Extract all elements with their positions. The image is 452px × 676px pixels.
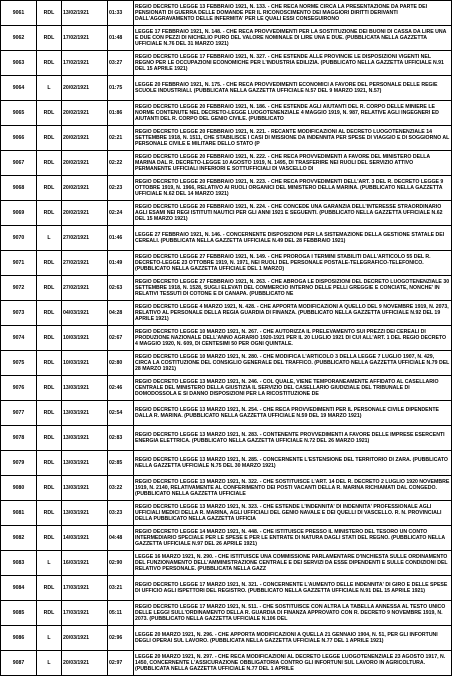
record-page: 02:54 [108, 401, 134, 426]
table-row [1, 551, 452, 576]
table-row [1, 426, 452, 451]
record-description: REGIO DECRETO LEGGE 10 MARZO 1921, N. 280. - CHE MODIFICA L'ARTICOLO 3 DELLA LEGGE 7 LUGLIO 1907, N. 429, CIRCA LA COSTITUZIONE DEL CONSIGLIO GENERALE DEL TRAFFICO. (PUBBLICATO NELLA GAZZETTA UFFICIALE N.79 DEL 28 MARZO 1921) [134, 351, 452, 376]
record-date: 13/02/1921 [62, 1, 108, 26]
record-number: 9071 [1, 251, 37, 276]
record-description: REGIO DECRETO LEGGE 20 FEBBRAIO 1921, N. 222. - CHE RECA PROVVEDIMENTI A FAVORE DEL MINISTERO DELLA MARINA DAL R. DECRETO-LEGGE 10 AGOSTO 1919, N. 1495, DI TRASFERIRE NEI RUOLI DEL SERVIZIO ATTIVO PERMANENTE UFFICIALI INFERIORI E SOTTUFFICIALI DI VASCELLO DI [134, 151, 452, 176]
table-row [1, 651, 452, 676]
record-type: L [37, 626, 62, 651]
records-table-body [1, 1, 452, 676]
record-page: 01:33 [108, 1, 134, 26]
record-type: RDL [37, 276, 62, 301]
record-date: 27/02/1921 [62, 251, 108, 276]
record-date: 17/03/1921 [62, 576, 108, 601]
record-description: REGIO DECRETO LEGGE 20 FEBBRAIO 1921, N. 221. - RECANTE MODIFICAZIONI AL DECRETO LUOGOTENENZIALE 14 SETTEMBRE 1918, N. 1511, CHE STABILISCE I CASI DI MISSIONE DA INDENNITA PER SPESE DI VIAGGIO E DI SOGGIORNO AL PERSONALE CIVILE E MILITARE DELLO STATO (P [134, 126, 452, 151]
record-page: 03:23 [108, 501, 134, 526]
record-type: RDL [37, 476, 62, 501]
record-date: 20/03/1921 [62, 626, 108, 651]
record-description: REGIO DECRETO LEGGE 27 FEBBRAIO 1921, N. 263. - CHE ABROGA LE DISPOSIZIONI DEL DECRETO LUOGOTENENZIALE 30 SETTEMBRE 1918, N. 1528, SUGLI ELEVATI DEL COMMERCIO INTERNO DELLE PELLI GREGGIE E CONCIATE, NONCHE' IN RELATIVI TESSUTI DI COTONE E DI CANAPA. (PUBBLICATO NE [134, 276, 452, 301]
record-description: LEGGE 20 FEBBRAIO 1921, N. 175. - CHE RECA PROVVEDIMENTI ECONOMICI A FAVORE DEL PERSONALE DELLE REGIE SCUOLE INDUSTRIALI. (PUBBLICATA NELLA GAZZETTA UFFICIALE N.57 DEL 9 MARZO 1921, N.57) [134, 76, 452, 101]
table-row [1, 351, 452, 376]
table-row [1, 201, 452, 226]
table-row [1, 526, 452, 551]
record-description: REGIO DECRETO LEGGE 13 MARZO 1921, N. 285. - CONCERNENTE L'ESTENSIONE DEL TERRITORIO DI ZARA. (PUBBLICATO NELLA GAZZETTA UFFICIALE N.75 DEL 30 MARZO 1921) [134, 451, 452, 476]
record-type: RDL [37, 301, 62, 326]
record-number: 9061 [1, 1, 37, 26]
record-description: REGIO DECRETO LEGGE 13 MARZO 1921, N. 283. - CONTENENTE PROVVEDIMENTI A FAVORE DELLE IMPRESE ESERCENTI ENERGIA ELETTRICA. (PUBBLICATO NELLA GAZZETTA UFFICIALE N.72 DEL 26 MARZO 1921) [134, 426, 452, 451]
record-type: RDL [37, 501, 62, 526]
record-date: 20/03/1921 [62, 651, 108, 676]
record-number: 9075 [1, 351, 37, 376]
record-date: 17/02/1921 [62, 26, 108, 51]
table-row [1, 626, 452, 651]
table-row [1, 101, 452, 126]
record-date: 10/03/1921 [62, 326, 108, 351]
record-number: 9065 [1, 101, 37, 126]
table-row [1, 226, 452, 251]
record-description: REGIO DECRETO LEGGE 13 MARZO 1921, N. 246. - COL QUALE, VIENE TEMPORANEAMENTE AFFIDATO AL CASELLARIO CENTRALE DEL MINISTERO DELLA GIUSTIZIA IL SERVIZIO DEL CASELLARIO GIUDIZIALE DEL TRIBUNALE DI DOMODOSSOLA E SI DANNO DISPOSIZIONI PER LA RICOSTITUZIONE DE [134, 376, 452, 401]
record-type: L [37, 76, 62, 101]
record-type: RDL [37, 176, 62, 201]
record-date: 17/03/1921 [62, 601, 108, 626]
record-type: RDL [37, 351, 62, 376]
record-page: 02:80 [108, 351, 134, 376]
record-description: REGIO DECRETO LEGGE 13 MARZO 1921, N. 322. - CHE SOSTITUISCE L'ART. 14 DEL R. DECRETO 2 LUGLIO 1920 NOVEMBRE 1919, N. 2140, RELATIVAMENTE AL CONFERIMENTO DEI POSTI VACANTI DELLA R. MARINA RICHIAMATI DAL CONGEDO. (PUBBLICATO NELLA GAZZETTA UFFICIALE [134, 476, 452, 501]
record-number: 9074 [1, 326, 37, 351]
record-description: LEGGE 20 MARZO 1921, N. 297. - CHE RECA MODIFICAZIONI AL DECRETO LEGGE LUOGOTENENZIALE 23 AGOSTO 1917, N. 1450, CONCERNENTE L'ASSICURAZIONE OBBLIGATORIA CONTRO GLI INFORTUNI SUL LAVORO IN AGRICOLTURA. (PUBBLICATA NELLA GAZZETTA UFFICIALE N.77 DEL 1 APRILE [134, 651, 452, 676]
record-date: 20/02/1921 [62, 126, 108, 151]
record-type: RDL [37, 126, 62, 151]
record-type: RDL [37, 101, 62, 126]
table-row [1, 501, 452, 526]
record-description: REGIO DECRETO LEGGE 14 MARZO 1921, N. 448. - CHE ISTITUISCE PRESSO IL MINISTERO DEL TESORO UN CONTO INTERMEDIARIO SPECIALE PER LE SPESE E PER LE ENTRATE DI NATURA DAGLI STATI DEL REGNO. (PUBBLICATO NELLA GAZZETTA UFFICIALE N.97 DEL 26 APRILE 1921) [134, 526, 452, 551]
record-description: REGIO DECRETO LEGGE 20 FEBBRAIO 1921, N. 186. - CHE ESTENDE AGLI AIUTANTI DEL R. CORPO DELLE MINIERE LE NORME CONTENUTE NEL DECRETO-LEGGE LUOGOTENENZIALE 4 MAGGIO 1919, N. 987, RELATIVE AGLI INGEGNERI ED AIUTANTI DEL R. CORPO DEL GENIO CIVILE. (PUBBLICATO [134, 101, 452, 126]
record-number: 9076 [1, 376, 37, 401]
record-type: L [37, 551, 62, 576]
record-description: REGIO DECRETO LEGGE 13 MARZO 1921, N. 254. - CHE RECA PROVVEDIMENTI PER IL PERSONALE CIVILE DIPENDENTE DALLA R. MARINA. (PUBBLICATO NELLA GAZZETTA UFFICIALE N.59 DEL 19 MARZO 1921) [134, 401, 452, 426]
record-description: LEGGE 27 FEBBRAIO 1921, N. 146. - CONCERNENTE DISPOSIZIONI PER LA SISTEMAZIONE DELLA GESTIONE STATALE DEI CEREALI. (PUBBLICATA NELLA GAZZETTA UFFICIALE N.49 DEL 28 FEBBRAIO 1921) [134, 226, 452, 251]
record-number: 9080 [1, 476, 37, 501]
record-number: 9072 [1, 276, 37, 301]
table-row [1, 176, 452, 201]
record-date: 04/03/1921 [62, 301, 108, 326]
record-date: 27/02/1921 [62, 276, 108, 301]
record-description: REGIO DECRETO LEGGE 20 FEBBRAIO 1921, N. 224. - CHE CONCEDE UNA GARANZIA DELL'INTERESSE STRAORDINARIO AGLI ESAMI NEI REGI ISTITUTI NAUTICI PER GLI ANNI 1921 E SEGUENTI. (PUBBLICATO NELLA GAZZETTA UFFICIALE N.62 DEL 15 MARZO 1921) [134, 201, 452, 226]
record-date: 27/02/1921 [62, 226, 108, 251]
record-page: 03:22 [108, 476, 134, 501]
record-number: 9086 [1, 626, 37, 651]
record-page: 04:28 [108, 301, 134, 326]
record-type: RDL [37, 326, 62, 351]
record-date: 10/03/1921 [62, 351, 108, 376]
record-type: RDL [37, 376, 62, 401]
record-number: 9073 [1, 301, 37, 326]
record-description: REGIO DECRETO LEGGE 10 MARZO 1921, N. 267. - CHE AUTORIZZA IL PRELEVAMENTO SUI PREZZI DEI CEREALI DI PRODUZIONE NAZIONALE DELL'ANNO AGRARIO 1920-1921 PER IL 20 LUGLIO 1921 DI CUI ALL'ART. 1 DEL REGIO DECRETO 4 MAGGIO 1920, N. 609, DI CENTESIMI 50 PER OGNI QUINTALE. [134, 326, 452, 351]
table-row [1, 126, 452, 151]
table-row [1, 601, 452, 626]
record-type: RDL [37, 426, 62, 451]
table-row [1, 576, 452, 601]
record-number: 9087 [1, 651, 37, 676]
record-description: LEGGE 20 MARZO 1921, N. 296. - CHE APPORTA MODIFICAZIONI A QUELLA 21 GENNAIO 1904, N. 51, PER GLI INFORTUNI DEGLI OPERAI SUL LAVORO. (PUBBLICATA NELLA GAZZETTA UFFICIALE N.77 DEL 1 APRILE 1921) [134, 626, 452, 651]
record-description: REGIO DECRETO LEGGE 13 FEBBRAIO 1921, N. 133. - CHE RECA NORME CIRCA LA PRESENTAZIONE DA PARTE DEI PENSIONATI DI GUERRA DELLE DOMANDE PER IL RICONOSCIMENTO DEI MAGGIORI DIRITTI DERIVANTI DALL'AGGRAVAMENTO DELLE INFERMITA' PER LE QUALI ESSI CONSEGUIRONO [134, 1, 452, 26]
record-number: 9079 [1, 451, 37, 476]
record-date: 13/03/1921 [62, 401, 108, 426]
table-row [1, 276, 452, 301]
table-row [1, 151, 452, 176]
record-page: 03:27 [108, 51, 134, 76]
record-type: RDL [37, 451, 62, 476]
record-date: 20/02/1921 [62, 151, 108, 176]
record-number: 9084 [1, 576, 37, 601]
record-type: RDL [37, 251, 62, 276]
record-number: 9068 [1, 176, 37, 201]
record-page: 01:46 [108, 226, 134, 251]
record-type: RDL [37, 526, 62, 551]
record-description: REGIO DECRETO LEGGE 4 MARZO 1921, N. 428. - CHE APPORTA MODIFICAZIONI A QUELLO DEL 9 NOVEMBRE 1919, N. 2073, RELATIVO AL PERSONALE DELLA REGIA GUARDIA DI FINANZA. (PUBBLICATO NELLA GAZZETTA UFFICIALE N.92 DEL 19 APRILE 1921) [134, 301, 452, 326]
record-page: 02:97 [108, 651, 134, 676]
table-row [1, 476, 452, 501]
record-date: 13/03/1921 [62, 476, 108, 501]
table-row [1, 76, 452, 101]
record-number: 9081 [1, 501, 37, 526]
record-type: RDL [37, 201, 62, 226]
record-page: 01:49 [108, 251, 134, 276]
record-date: 20/02/1921 [62, 176, 108, 201]
record-page: 01:86 [108, 101, 134, 126]
record-date: 14/03/1921 [62, 526, 108, 551]
record-page: 02:21 [108, 126, 134, 151]
record-page: 02:83 [108, 426, 134, 451]
record-type: RDL [37, 1, 62, 26]
table-row [1, 51, 452, 76]
record-date: 13/03/1921 [62, 376, 108, 401]
record-page: 02:63 [108, 276, 134, 301]
record-page: 05:11 [108, 601, 134, 626]
record-number: 9066 [1, 126, 37, 151]
record-number: 9063 [1, 51, 37, 76]
record-page: 03:21 [108, 576, 134, 601]
record-page: 01:48 [108, 26, 134, 51]
record-page: 02:85 [108, 451, 134, 476]
record-number: 9067 [1, 151, 37, 176]
record-description: REGIO DECRETO LEGGE 20 FEBBRAIO 1921, N. 223. - CHE RECA PROVVEDIMENTI DELL'ART. 3 DEL R. DECRETO LEGGE 9 OTTOBRE 1919, N. 1966, RELATIVO AI RUOLI ORGANICI DEL MINISTERO DELLA MARINA. (PUBBLICATO NELLA GAZZETTA UFFICIALE N.62 DEL 14 MARZO 1921) [134, 176, 452, 201]
record-number: 9078 [1, 426, 37, 451]
record-number: 9085 [1, 601, 37, 626]
table-row [1, 301, 452, 326]
record-page: 02:67 [108, 326, 134, 351]
record-page: 02:24 [108, 201, 134, 226]
record-type: RDL [37, 51, 62, 76]
record-number: 9077 [1, 401, 37, 426]
record-page: 02:46 [108, 376, 134, 401]
record-type: RDL [37, 151, 62, 176]
record-type: L [37, 226, 62, 251]
table-row [1, 26, 452, 51]
record-page: 01:75 [108, 76, 134, 101]
record-type: L [37, 651, 62, 676]
record-number: 9070 [1, 226, 37, 251]
table-row [1, 376, 452, 401]
record-page: 02:96 [108, 626, 134, 651]
record-date: 20/02/1921 [62, 76, 108, 101]
record-date: 16/03/1921 [62, 551, 108, 576]
record-type: RDL [37, 576, 62, 601]
record-description: REGIO DECRETO LEGGE 17 MARZO 1921, N. 511. - CHE SOSTITUISCE CON ALTRA LA TABELLA ANNESSA AL TESTO UNICO DELLE LEGGI SULL'ORDINAMENTO DELLA R. GUARDIA DI FINANZA APPROVATO CON R. DECRETO 9 NOVEMBRE 1919, N. 2073. (PUBBLICATO NELLA GAZZETTA UFFICIALE N.106 DEL [134, 601, 452, 626]
record-number: 9069 [1, 201, 37, 226]
record-description: LEGGE 16 MARZO 1921, N. 290. - CHE ISTITUISCE UNA COMMISSIONE PARLAMENTARE D'INCHIESTA SULLE ORDINAMENTO DEL FUNZIONAMENTO DELL'AMMINISTRAZIONE CENTRALE E DEI SERVIZI DA ESSE DIPENDENTI E SULLE CONDIZIONI DEL RELATIVO PERSONALE. (PUBBLICATA NELLA GAZZ [134, 551, 452, 576]
record-date: 13/03/1921 [62, 501, 108, 526]
record-date: 20/02/1921 [62, 101, 108, 126]
record-date: 13/03/1921 [62, 426, 108, 451]
record-description: REGIO DECRETO LEGGE 17 MARZO 1921, N. 321. - CONCERNENTE L'AUMENTO DELLE INDENNITA' DI GIRO E DELLE SPESE DI UFFICIO AGLI ISPETTORI DEL REGISTRO. (PUBBLICATO NELLA GAZZETTA UFFICIALE N.91 DEL 15 APRILE 1921) [134, 576, 452, 601]
table-row [1, 1, 452, 26]
record-page: 04:48 [108, 526, 134, 551]
record-type: RDL [37, 601, 62, 626]
record-date: 20/02/1921 [62, 201, 108, 226]
record-description: LEGGE 17 FEBBRAIO 1921, N. 148. - CHE RECA PROVVEDIMENTI PER LA SOSTITUZIONE DEI BUONI DI CASSA DA LIRE UNA E DUE CON PEZZI DI NICHELIO PURO DEL VALORE NOMINALE DI LIRE UNA E DUE. (PUBBLICATA NELLA GAZZETTA UFFICIALE N.76 DEL 31 MARZO 1921) [134, 26, 452, 51]
record-type: RDL [37, 26, 62, 51]
table-row [1, 451, 452, 476]
record-description: REGIO DECRETO LEGGE 13 MARZO 1921, N. 323. - CHE ESTENDE L'INDENNITA' DI INDENNITA' PROFESSIONALE AGLI UFFICIALI MEDICI DELLA R. MARINA, AGLI UFFICIALI DEL GENIO NAVALE E DEI QUELLI DI VASCELLO. R. N. PROVINCIALI DELLA PUBBLICATO NELLA GAZZETTA UFFICIA [134, 501, 452, 526]
record-type: RDL [37, 401, 62, 426]
table-row [1, 251, 452, 276]
record-number: 9062 [1, 26, 37, 51]
record-description: REGIO DECRETO LEGGE 17 FEBBRAIO 1921, N. 327. - CHE ESTENDE ALLE PROVINCIE LE DISPOSIZIONI VIGENTI NEL REGNO PER LE OCCUPAZIONI ECONOMICHE PER L'INDUSTRIA EDILIZIA. (PUBBLICATO NELLA GAZZETTA UFFICIALE N.91 DEL 15 APRILE 1921) [134, 51, 452, 76]
record-date: 13/03/1921 [62, 451, 108, 476]
record-number: 9064 [1, 76, 37, 101]
record-page: 02:90 [108, 551, 134, 576]
table-row [1, 401, 452, 426]
record-page: 02:22 [108, 151, 134, 176]
table-row [1, 326, 452, 351]
record-description: REGIO DECRETO LEGGE 27 FEBBRAIO 1921, N. 149. - CHE PROROGA I TERMINI STABILITI DALL'ARTICOLO 55 DEL R. DECRETO-LEGGE 23 OTTOBRE 1919, N. 1971, NEI RUOLI DEL PERSONALE POSTALE-TELEGRAFICO-TELEFONICO. (PUBBLICATO NELLA GAZZETTA UFFICIALE DEL 1 MARZO) [134, 251, 452, 276]
record-number: 9083 [1, 551, 37, 576]
record-page: 02:23 [108, 176, 134, 201]
record-number: 9082 [1, 526, 37, 551]
record-date: 17/02/1921 [62, 51, 108, 76]
